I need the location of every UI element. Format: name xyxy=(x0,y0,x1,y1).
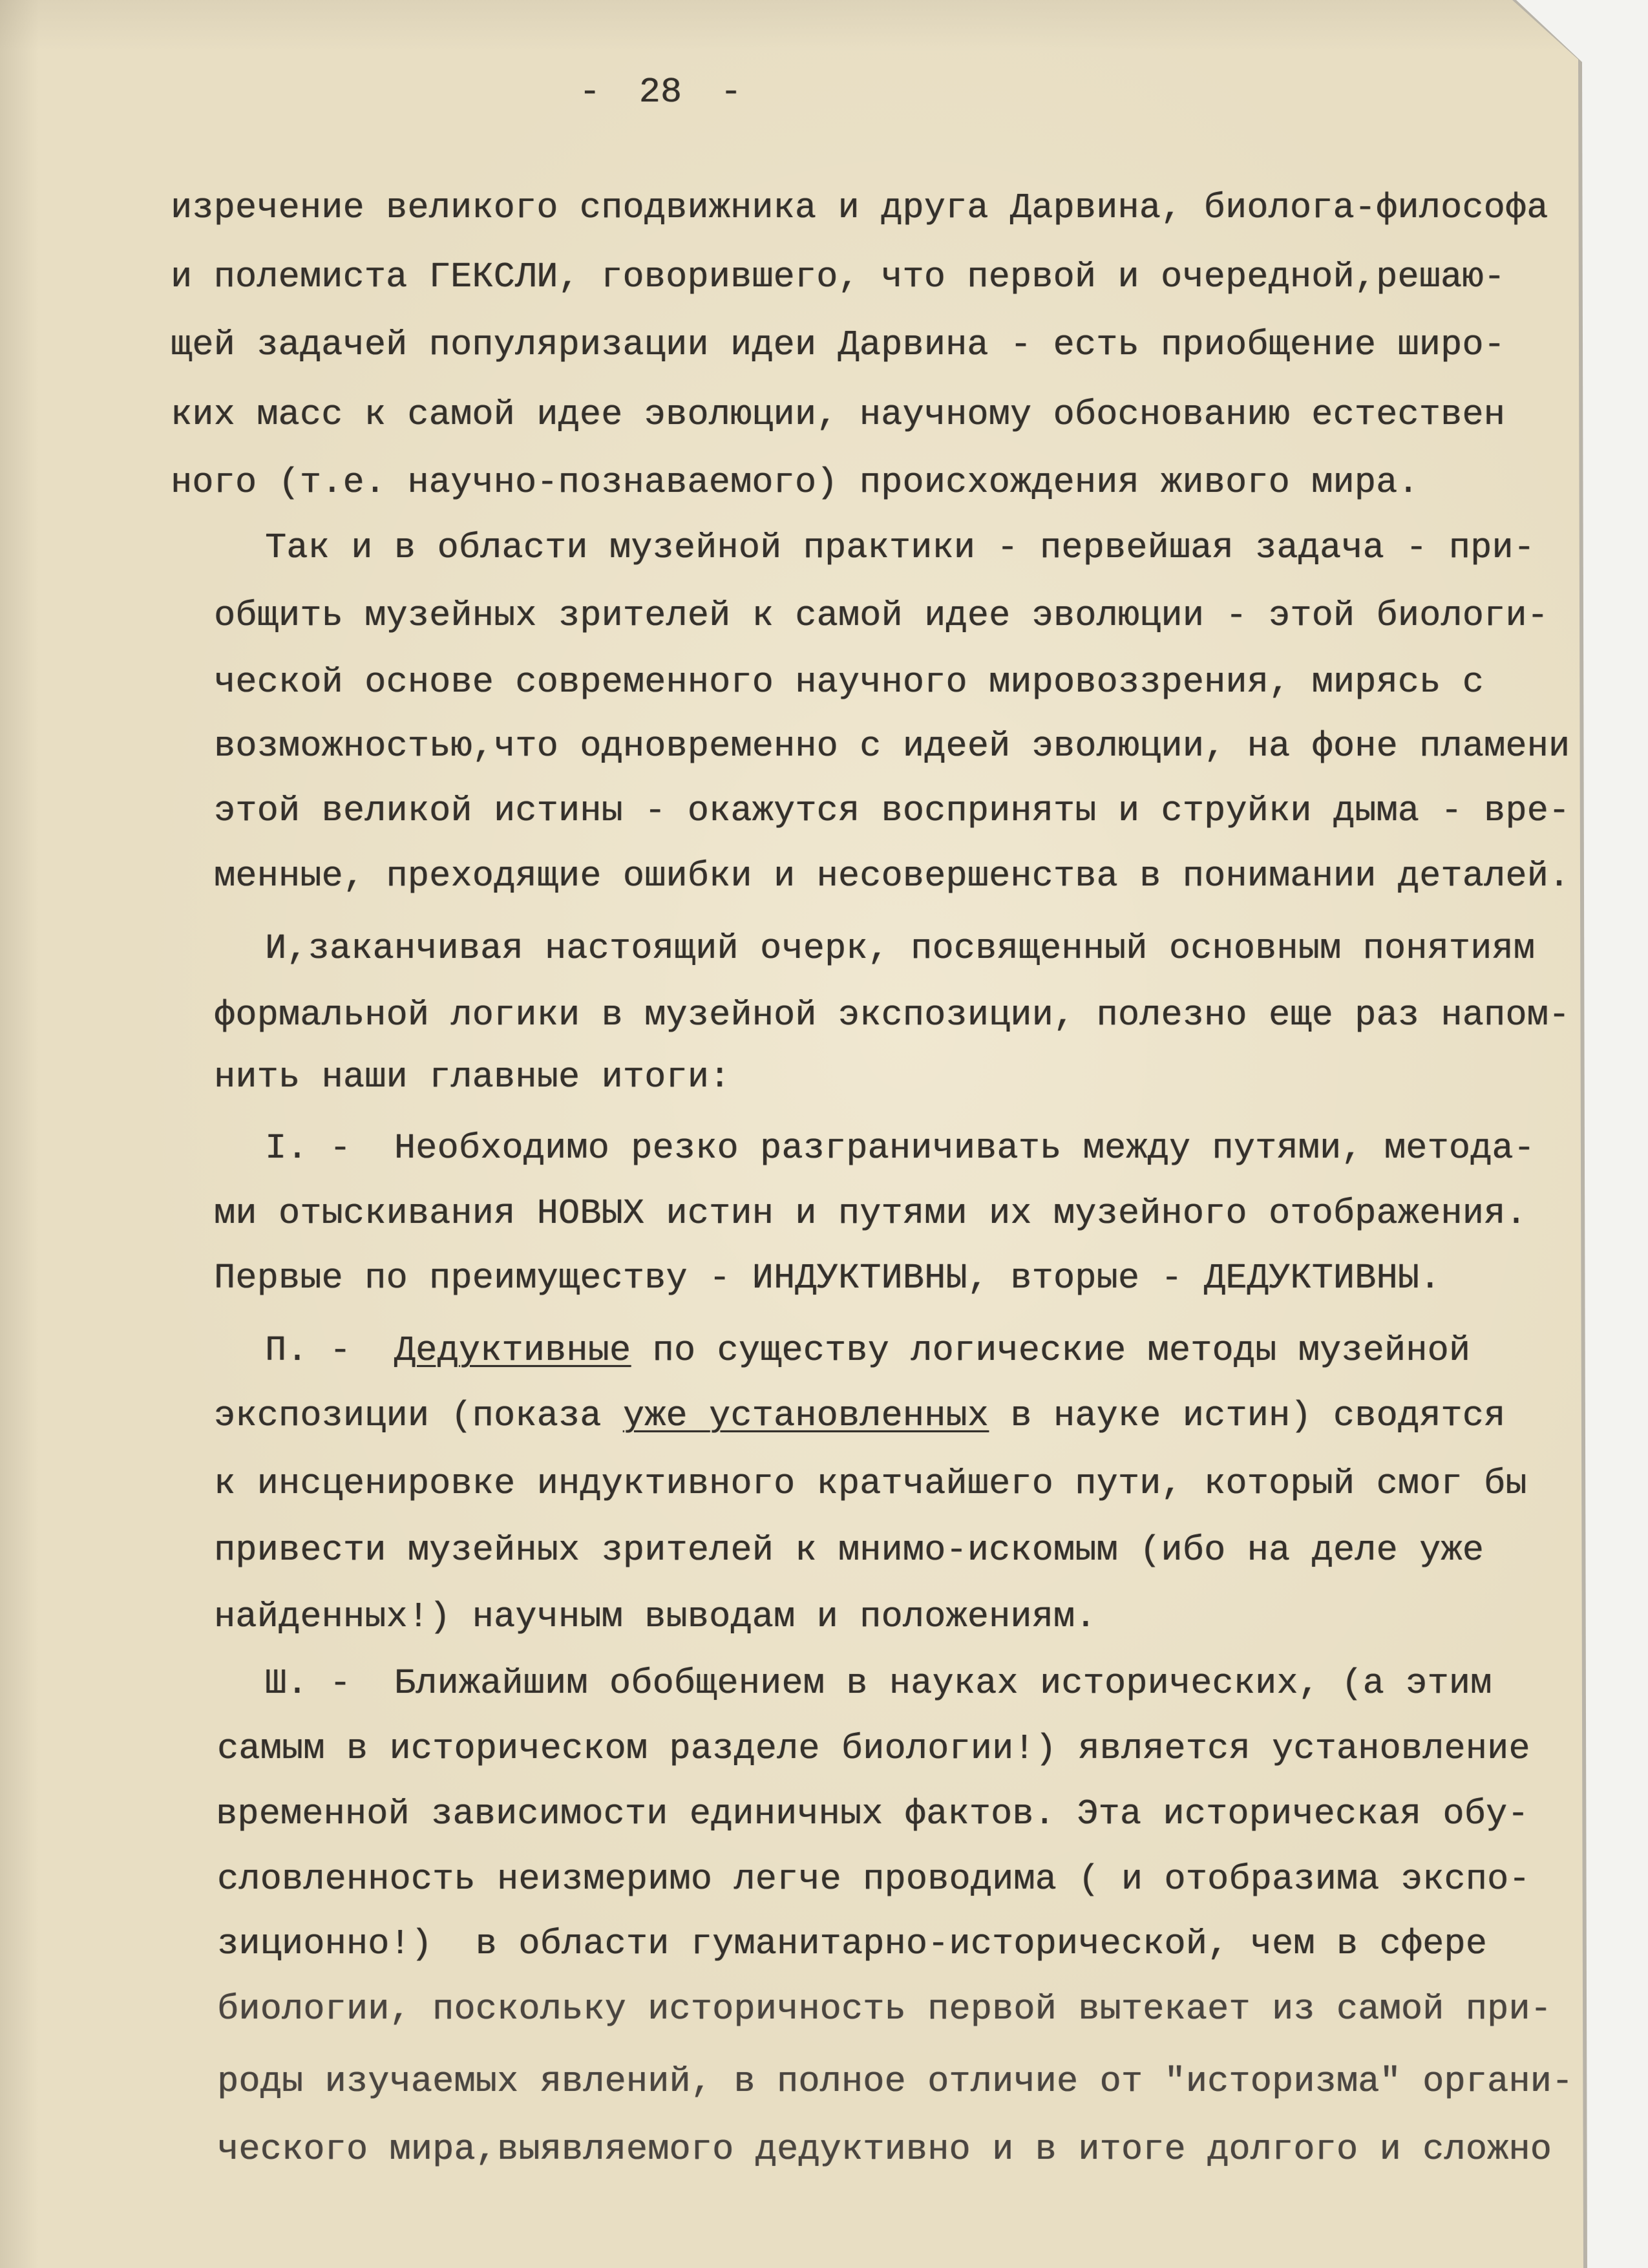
text-line: щей задачей популяризации идеи Дарвина - есть приобщение широ- xyxy=(171,324,1505,365)
text-line: этой великой истины - окажутся восприняты и струйки дыма - вре- xyxy=(214,790,1570,831)
page-number: - 28 - xyxy=(579,72,742,112)
text-line: I. - Необходимо резко разграничивать между путями, метода- xyxy=(265,1128,1536,1169)
underlined-text: уже установленных xyxy=(622,1395,989,1436)
text-line: временной зависимости единичных фактов. Эта историческая обу- xyxy=(216,1794,1529,1834)
text-line: ного (т.е. научно-познаваемого) происхождения живого мира. xyxy=(171,462,1419,503)
text-line: нить наши главные итоги: xyxy=(214,1057,731,1097)
text-line: биологии, поскольку историчность первой вытекает из самой при- xyxy=(217,1989,1552,2030)
item-marker: П. - xyxy=(265,1330,352,1371)
text-line: формальной логики в музейной экспозиции, полезно еще раз напом- xyxy=(214,995,1570,1035)
text-line: ких масс к самой идее эволюции, научному обоснованию естествен xyxy=(171,394,1505,435)
text-line xyxy=(265,1331,1470,1371)
text-line: ческой основе современного научного мировоззрения, мирясь с xyxy=(214,662,1484,703)
text-line: И,заканчивая настоящий очерк, посвященный основным понятиям xyxy=(265,928,1536,969)
text-line: изречение великого сподвижника и друга Дарвина, биолога-философа xyxy=(171,187,1548,228)
text-segment: в науке истин) сводятся xyxy=(1010,1395,1506,1436)
text-line: самым в историческом разделе биологии!) является установление xyxy=(217,1728,1530,1769)
text-line: общить музейных зрителей к самой идее эволюции - этой биологи- xyxy=(214,595,1548,636)
text-line: ми отыскивания НОВЫХ истин и путями их музейного отображения. xyxy=(214,1193,1527,1234)
text-line: менные, преходящие ошибки и несовершенства в понимании деталей. xyxy=(214,856,1570,896)
text-line: возможностью,что одновременно с идеей эволюции, на фоне пламени xyxy=(214,726,1570,767)
underlined-text: Дедуктивные xyxy=(394,1330,631,1371)
text-line: найденных!) научным выводам и положениям. xyxy=(214,1596,1097,1637)
text-line xyxy=(214,1396,1505,1436)
text-segment: экспозиции (показа xyxy=(214,1395,602,1436)
text-line: словленность неизмеримо легче проводима ( и отобразима экспо- xyxy=(217,1859,1530,1900)
text-line: Так и в области музейной практики - первейшая задача - при- xyxy=(265,527,1536,568)
text-line: Первые по преимуществу - ИНДУКТИВНЫ, вторые - ДЕДУКТИВНЫ. xyxy=(214,1258,1441,1298)
text-line: ческого мира,выявляемого дедуктивно и в итоге долгого и сложно xyxy=(217,2129,1552,2170)
text-segment: по существу логические методы музейной xyxy=(652,1330,1471,1371)
text-line: и полемиста ГЕКСЛИ, говорившего, что первой и очередной,решаю- xyxy=(171,257,1505,297)
text-line: Ш. - Ближайшим обобщением в науках исторических, (а этим xyxy=(265,1663,1492,1704)
text-line: зиционно!) в области гуманитарно-исторической, чем в сфере xyxy=(217,1924,1488,1964)
text-line: к инсценировке индуктивного кратчайшего пути, который смог бы xyxy=(214,1463,1527,1504)
text-line: привести музейных зрителей к мнимо-искомым (ибо на деле уже xyxy=(214,1530,1484,1571)
text-line: роды изучаемых явлений, в полное отличие от "историзма" органи- xyxy=(217,2061,1574,2102)
